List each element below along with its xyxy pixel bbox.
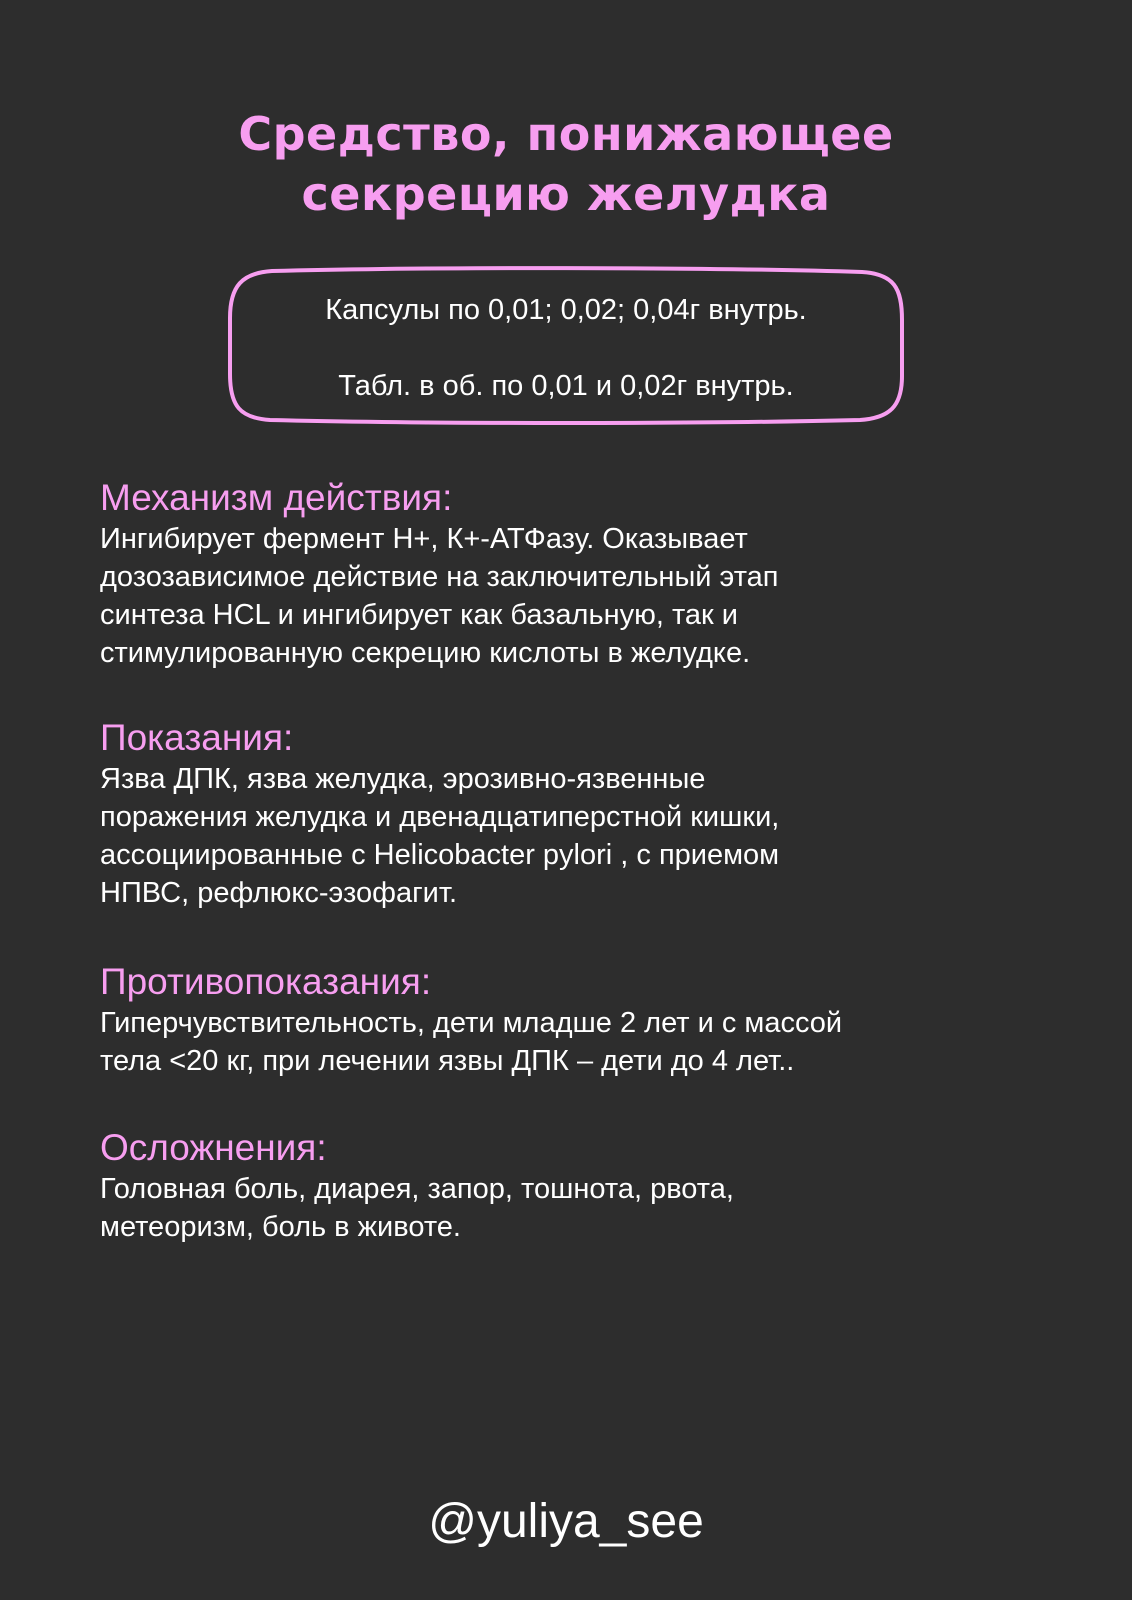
section-text [100,1170,1000,1246]
tablets-dosage: Табл. в об. по 0,01 и 0,02г внутрь. [338,370,794,402]
author-handle: @yuliya_see [428,1495,704,1548]
section-heading: Механизм действия: [100,477,453,518]
text-line: поражения желудка и двенадцатиперстной кишки, [100,801,780,833]
title-line-2: секрецию желудка [301,167,831,221]
section-heading: Показания: [100,717,294,758]
text-line: Язва ДПК, язва желудка, эрозивно-язвенные [100,763,706,795]
text-line: дозозависимое действие на заключительный этап [100,561,779,593]
section-indications [100,716,1000,912]
section-text [100,520,1000,672]
section-contraindications [100,960,1000,1080]
title-line-1: Средство, понижающее [238,107,894,161]
text-line: НПВС, рефлюкс-эзофагит. [100,877,458,909]
section-text [100,1004,1000,1080]
page-title [0,104,1132,224]
section-heading: Противопоказания: [100,961,432,1002]
section-heading: Осложнения: [100,1127,327,1168]
text-line: Гиперчувствительность, дети младше 2 лет и с массой [100,1007,843,1039]
text-line: синтеза HCL и ингибирует как базальную, так и [100,599,738,631]
text-line: Головная боль, диарея, запор, тошнота, рвота, [100,1173,734,1205]
section-mechanism [100,476,1000,672]
dosage-forms-box [226,266,906,426]
text-line: Ингибирует фермент Н+, К+-АТФазу. Оказывает [100,523,748,555]
text-line: ассоциированные с Helicobacter pylori , с приемом [100,839,780,871]
text-line: тела <20 кг, при лечении язвы ДПК – дети до 4 лет.. [100,1045,795,1077]
capsules-dosage: Капсулы по 0,01; 0,02; 0,04г внутрь. [325,294,807,326]
section-complications [100,1126,1000,1246]
text-line: стимулированную секрецию кислоты в желудке. [100,637,751,669]
text-line: метеоризм, боль в животе. [100,1211,461,1243]
section-text [100,760,1000,912]
